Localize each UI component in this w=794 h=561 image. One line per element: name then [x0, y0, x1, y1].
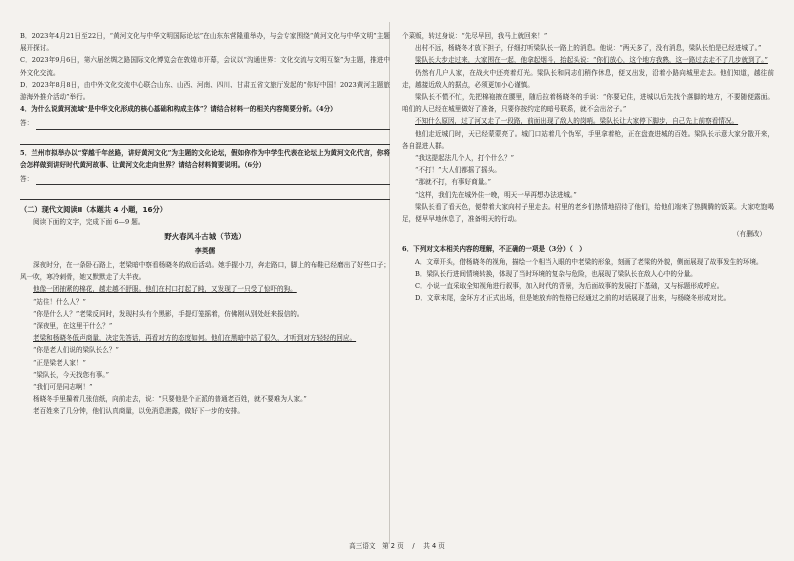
passage-paragraph: 不知什么原因，过了河又走了一段路，前面出现了敌人的岗哨。梁队长让大家停下脚步，自己先上前察看情况。	[415, 117, 739, 126]
passage-paragraph: “我这提起法几个人，打个什么？”	[415, 154, 515, 163]
answer-rule[interactable]	[20, 134, 390, 145]
option-a: A．文章开头，借杨晓冬的视角，描绘一个相当入眼的中老梁的形象，刻画了老梁的外貌，侧面展现了故事发生的环境。	[415, 257, 763, 266]
option-c: C．小说一直采取全知视角进行叙事，加入时代的背景，为后面故事的发展打下基础，又与标题形成呼应。	[415, 282, 724, 291]
passage-paragraph: “正是梁老人家！”	[33, 358, 86, 367]
passage-paragraph: “你是老人们说的梁队长么？”	[33, 346, 119, 355]
answer-label: 答：	[20, 119, 34, 128]
answer-blank	[36, 120, 390, 130]
passage-paragraph: 梁队长不慌不忙，先把棉袍掖在腰里，随后拉着杨晓冬的手说：“你要记住，进城以后先找个落脚的地方，不要随便露面。咱们的人已经在城里做好了准备，只要你按约定的暗号联系，就不会出岔子。”	[402, 93, 774, 114]
passage-paragraph: 个菜贩，转过身说：“先尽早回，我马上就回来！”	[402, 32, 548, 40]
answer-label: 答：	[20, 175, 34, 184]
passage-title: 野火春风斗古城（节选）	[164, 231, 246, 241]
answer-rule[interactable]	[20, 189, 390, 200]
passage-paragraph: 梁队长看了看天色，便带着大家向村子里走去。村里的老乡们热情地招待了他们，给他们端来了热腾腾的饭菜。大家吃饱喝足，便早早地休息了，准备明天的行动。	[402, 202, 774, 224]
option-b: B．2023年4月21日至22日，“黄河文化与中华文明国际论坛”在山东东营隆重举办，与会专家围绕“黄河文化与中华文明”主题展开探讨。	[20, 32, 390, 53]
answer-line[interactable]	[20, 173, 390, 185]
question-6: 6．下列对文本相关内容的理解，不正确的一项是（3分）（ ）	[402, 245, 586, 254]
passage-paragraph: 梁队长大步走过来，大家围在一起，他拿起烟斗，抬起头说：“你们放心，这个地方我熟，这一路过去走不了几步就到了。”	[415, 56, 768, 65]
option-d: D．2023年8月8日，由中外文化交流中心联合山东、山西、河南、四川、甘肃五省文旅厅发起的“你好中国！2023黄河主题旅游海外推介活动”举行。	[20, 80, 390, 102]
passage-paragraph: 老百姓来了几分钟，他们认真商量，以免消息泄露，做好下一步的安排。	[33, 407, 244, 416]
passage-paragraph: “深夜里，在这里干什么？”	[33, 322, 113, 331]
answer-line[interactable]	[20, 117, 390, 129]
question-4: 4．为什么说黄河流域“是中华文化形成的核心基础和构成主体”？请结合材料一的相关内容简要分析。（4分）	[20, 105, 337, 114]
passage-paragraph: “那就不打，有事好商量。”	[415, 178, 491, 187]
section-heading: （二）现代文阅读Ⅱ（本题共 4 小题，16分）	[20, 205, 167, 215]
passage-paragraph: 仍然有几户人家，在战火中还亮着灯光。梁队长和同志们稍作休息，便又出发，沿着小路向城里走去。他们知道，越往前走，越接近敌人的据点，必须更加小心谨慎。	[402, 68, 774, 89]
passage-paragraph: 老梁和杨晓冬低声商量，决定先答话，再看对方的态度如何。他们在黑暗中站了很久，才听到对方轻轻的回应。	[33, 334, 357, 343]
passage-paragraph: “梁队长，今天找您有事。”	[33, 370, 109, 379]
page-footer: 高三语文 第 2 页 / 共 4 页	[349, 542, 445, 550]
passage-paragraph: 出村不远，杨晓冬才放下担子，仔细打听梁队长一路上的消息。他说：“两天多了，没有消息，梁队长怕是已经进城了。”	[415, 44, 762, 53]
passage-paragraph: 深夜时分，在一条卧石路上，老梁暗中察看杨晓冬的敌后活动。她手握小刀，奔走路口，脚上的布鞋已经磨出了好些口子；风一吹，寒冷刺骨，她又默默走了大半夜。	[20, 261, 390, 282]
question-5: 5．兰州市拟举办以“穿越千年丝路，讲好黄河文化”为主题的文化论坛，假如你作为中学生代表在论坛上为黄河文化代言，你将会怎样做到讲好时代黄河故事、让黄河文化走向世界？请结合材料简要说明。（6分）	[20, 148, 390, 169]
passage-paragraph: 杨晓冬手里攥着几张信纸，向前走去，说：“只要他是个正派的普通老百姓，就不要难为人家。”	[33, 395, 307, 404]
left-column	[20, 30, 390, 418]
passage-paragraph: 他像一团抽紧的棉花，越走越不舒服。他们在村口打起了盹，又发现了一只受了惊吓的狗。	[33, 285, 297, 294]
passage-author: 李英儒	[194, 246, 216, 255]
option-b: B．梁队长行进间情境转换，体现了当时环境的复杂与危险，也展现了梁队长在敌人心中的分量。	[415, 269, 697, 278]
reading-instruction: 阅读下面的文字，完成下面 6—9 题。	[33, 218, 145, 227]
passage-paragraph: 他们走近城门时，天已经蒙蒙亮了。城门口站着几个伪军，手里拿着枪，正在盘查进城的百姓。梁队长示意大家分散开来，各自混进人群。	[402, 129, 774, 150]
source-note: （有删改）	[733, 230, 766, 239]
passage-paragraph: “不打！”大人们都摇了摇头。	[415, 166, 501, 175]
passage-paragraph: “这样，我们先在城外住一晚，明天一早再想办法进城。”	[415, 190, 577, 199]
right-column	[402, 30, 774, 304]
passage-paragraph: “站住！什么人？”	[33, 297, 86, 306]
option-c: C．2023年9月6日，第六届丝绸之路国际文化博览会在敦煌市开幕，会议以“沟通世界：文化交流与文明互鉴”为主题，推进中外文化交流。	[20, 56, 390, 77]
passage-paragraph: “你是什么人？”老梁反问时，发现村头有个黑影，手提灯笼摇着，仿佛刚从别处赶来报信的。	[33, 309, 304, 318]
passage-paragraph: “我们可是同志啊！”	[33, 383, 93, 392]
answer-blank	[36, 175, 390, 185]
option-d: D．文章末尾，金环方才正式出场，但是她放弃的性格已经通过之前的对话展现了出来，与杨晓冬形成对比。	[415, 294, 731, 303]
